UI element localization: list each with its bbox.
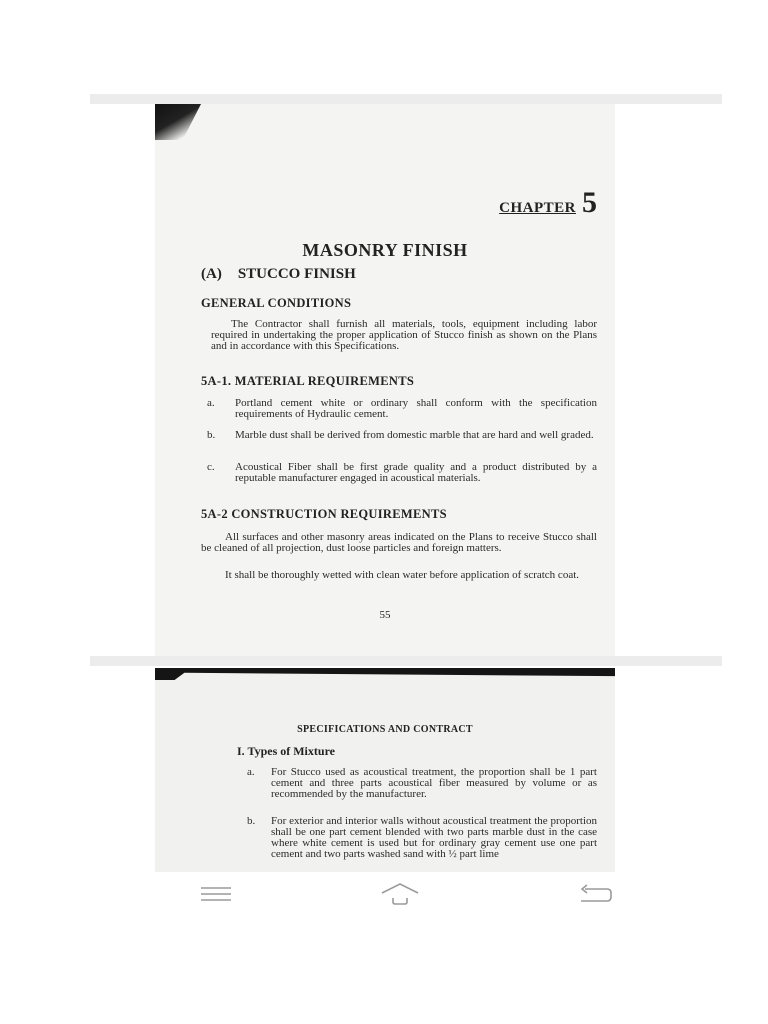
mixture-item-b [247,816,597,860]
menu-icon [197,880,237,910]
chapter-heading [499,186,597,220]
material-requirements-heading: 5A-1. MATERIAL REQUIREMENTS [201,374,415,388]
document-page-next [155,668,615,872]
construction-paragraph-2: It shall be thoroughly wetted with clean water before application of scratch coat. [225,569,580,581]
scan-shadow-band [155,668,615,680]
material-item-c [207,462,597,484]
list-marker: a. [207,397,215,409]
list-marker: b. [207,429,216,441]
page-title: MASONRY FINISH [302,240,468,260]
list-item-text: For exterior and interior walls without acoustical treatment the proportion shall be one part cement blended with two parts marble dust in the case where white cement is used but for ordinary gray cement use one part cement and two parts washed sand with ½ part lime [271,815,597,860]
list-marker: a. [247,766,255,778]
list-marker: b. [247,815,256,827]
chapter-word: CHAPTER [499,200,576,216]
construction-requirements-heading: 5A-2 CONSTRUCTION REQUIREMENTS [201,507,447,521]
home-button[interactable] [380,880,420,910]
running-head: SPECIFICATIONS AND CONTRACT [297,724,473,735]
middle-divider-strip [90,656,722,666]
section-a-heading [201,266,356,283]
android-navigation-bar [0,880,768,910]
list-item-text: Acoustical Fiber shall be first grade quality and a product distributed by a reputable manufacturer engaged in acoustical materials. [235,461,597,484]
section-a-label: (A) [201,266,222,282]
page-number: 55 [379,609,391,621]
menu-button[interactable] [197,880,237,910]
material-item-b [207,430,597,441]
mixture-item-a [247,767,597,800]
material-item-a [207,398,597,420]
mixture-heading: I. Types of Mixture [237,744,335,758]
home-icon [380,880,420,910]
list-item-text: Portland cement white or ordinary shall conform with the specification requirements of Hydraulic cement. [235,397,597,420]
construction-paragraph-1: All surfaces and other masonry areas indicated on the Plans to receive Stucco shall be cleaned of all projection, dust loose particles and foreign matters. [201,531,597,554]
list-item-text: For Stucco used as acoustical treatment, the proportion shall be 1 part cement and three parts acoustical fiber measured by volume or as recommended by the manufacturer. [271,766,597,800]
section-a-title: STUCCO FINISH [237,266,356,282]
back-button[interactable] [575,880,615,910]
list-marker: c. [207,461,215,473]
general-conditions-heading: GENERAL CONDITIONS [201,296,352,310]
list-item-text: Marble dust shall be derived from domestic marble that are hard and well graded. [235,429,594,441]
document-page-55 [155,104,615,656]
general-conditions-text: The Contractor shall furnish all materials, tools, equipment including labor required in undertaking the proper application of Stucco finish as shown on the Plans and in accordance with this Specifications. [211,318,597,352]
top-divider-strip [90,94,722,104]
back-icon [575,880,615,910]
chapter-number: 5 [582,186,597,219]
